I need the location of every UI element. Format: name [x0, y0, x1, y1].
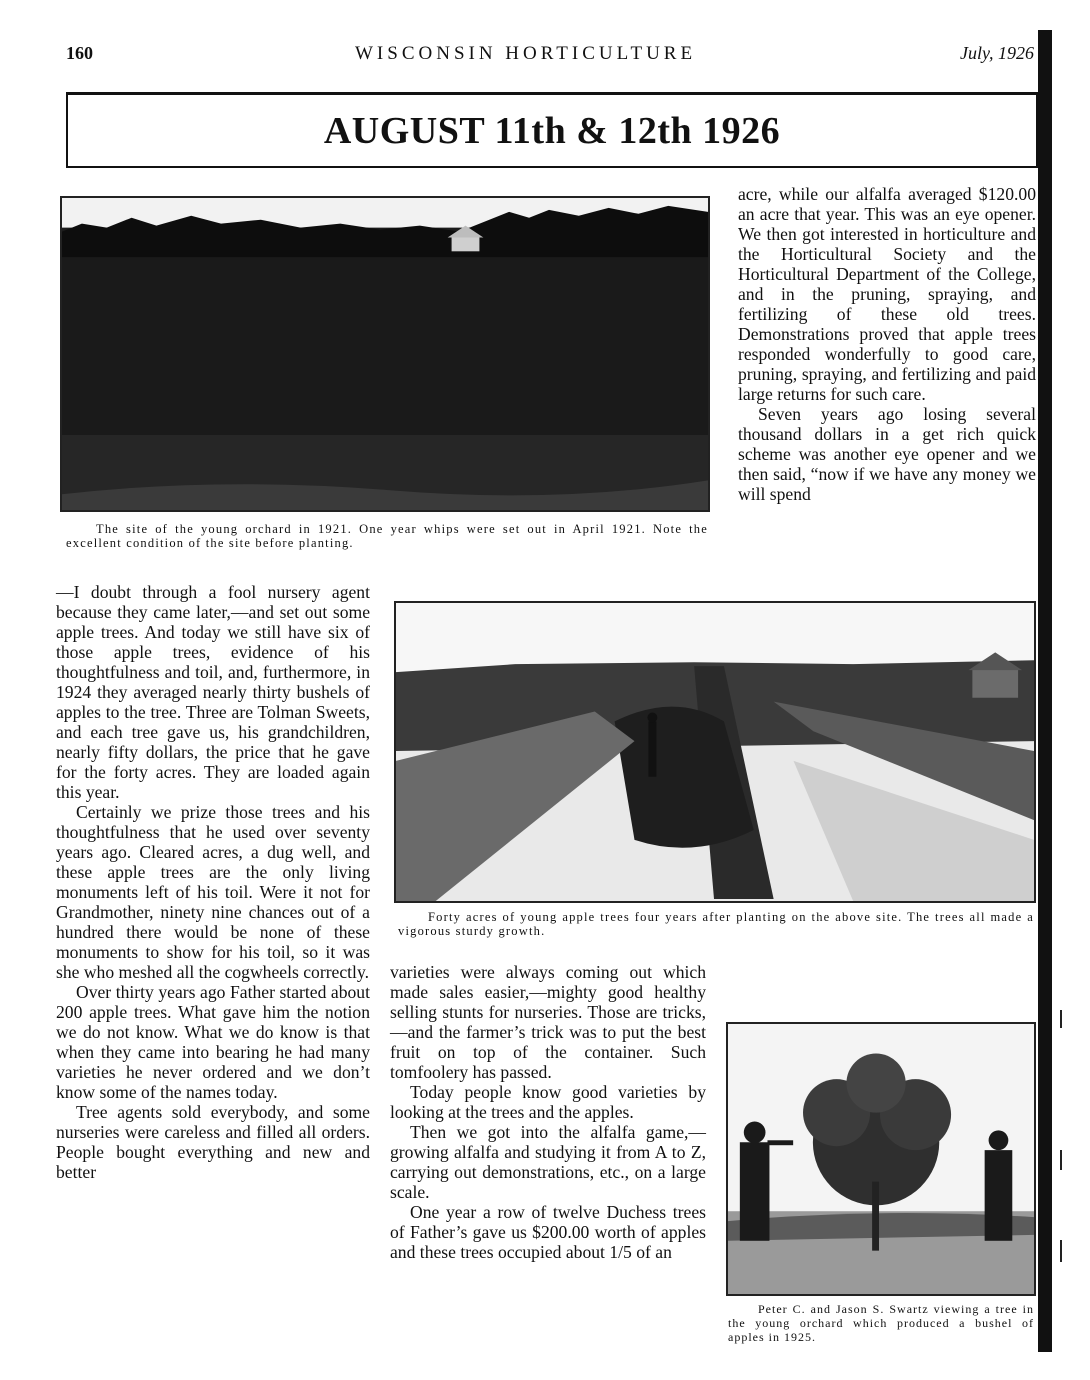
photo-orchard-site	[60, 196, 710, 512]
margin-tick	[1060, 1240, 1062, 1262]
issue-date: July, 1926	[960, 43, 1034, 63]
margin-tick	[1060, 1010, 1062, 1028]
photo-viewing-tree	[726, 1022, 1036, 1296]
forty-acres-image	[396, 603, 1034, 901]
orchard-site-image	[62, 198, 708, 510]
article-paragraph: Certainly we prize those trees and his thoughtfulness that he used over seventy years ago. Cleared acres, a dug well, and these apple trees are the only living monuments left of his toil. Were it not for Grandmother, ninety nine chances out of a hundred there would be none of these monuments to show for his toil, so it was she who meshed all the cogwheels correctly.	[56, 802, 370, 982]
margin-tick	[1060, 1150, 1062, 1170]
article-paragraph: varieties were always coming out which made sales easier,—mighty good healthy selling stunts for nurseries. Those are tricks,—and the farmer’s trick was to put the best fruit on top of the container. Such tomfoolery has passed.	[390, 962, 706, 1082]
photo-forty-acres	[394, 601, 1036, 903]
forty-acres-caption: Forty acres of young apple trees four years after planting on the above site. The trees all made a vigorous sturdy growth.	[398, 910, 1034, 938]
article-paragraph: One year a row of twelve Duchess trees of Father’s gave us $200.00 worth of apples and these trees occupied about 1/5 of an	[390, 1202, 706, 1262]
article-paragraph: Tree agents sold everybody, and some nurseries were careless and filled all orders. People bought everything and new and better	[56, 1102, 370, 1182]
viewing-tree-image	[728, 1024, 1034, 1294]
article-paragraph: Then we got into the alfalfa game,—growing alfalfa and studying it from A to Z, carrying out demonstrations, etc., on a large scale.	[390, 1122, 706, 1202]
page-number: 160	[66, 43, 93, 63]
event-banner	[66, 92, 1038, 168]
page-edge-bar	[1038, 30, 1052, 1352]
journal-title: WISCONSIN HORTICULTURE	[355, 43, 697, 64]
banner-title: AUGUST 11th & 12th 1926	[323, 110, 781, 152]
article-paragraph: acre, while our alfalfa averaged $120.00 an acre that year. This was an eye opener. We then got interested in horticulture and the Horticultural Society and the Horticultural Department of the College, and in the pruning, spraying, and fertilizing of these old trees. Demonstrations proved that apple trees responded wonderfully to good care, pruning, spraying, and fertilizing and paid large returns for such care.	[738, 184, 1036, 404]
site-photo-caption: The site of the young orchard in 1921. One year whips were set out in April 1921. Note the excellent condition of the site before planting.	[66, 522, 708, 550]
article-right-column	[738, 184, 1036, 504]
page-header	[0, 40, 1090, 70]
article-paragraph: Today people know good varieties by looking at the trees and the apples.	[390, 1082, 706, 1122]
viewing-tree-caption: Peter C. and Jason S. Swartz viewing a tree in the young orchard which produced a bushel of apples in 1925.	[728, 1302, 1034, 1344]
article-paragraph: Over thirty years ago Father started about 200 apple trees. What gave him the notion we do not know. What we do know is that when they came into bearing he had many varieties he never ordered and we don’t know some of the names today.	[56, 982, 370, 1102]
article-left-column	[56, 582, 370, 1182]
article-paragraph: Seven years ago losing several thousand dollars in a get rich quick scheme was another eye opener and we then said, “now if we have any money we will spend	[738, 404, 1036, 504]
article-paragraph: —I doubt through a fool nursery agent because they came later,—and set out some apple trees. And today we still have six of those apple trees, evidence of his thoughtfulness and toil, and, furthermore, in 1924 they averaged nearly thirty bushels of apples to the tree. Three are Tolman Sweets, and each tree gave us, his grandchildren, nearly fifty dollars, the price that he gave for the forty acres. They are loaded again this year.	[56, 582, 370, 802]
article-middle-column	[390, 962, 706, 1262]
